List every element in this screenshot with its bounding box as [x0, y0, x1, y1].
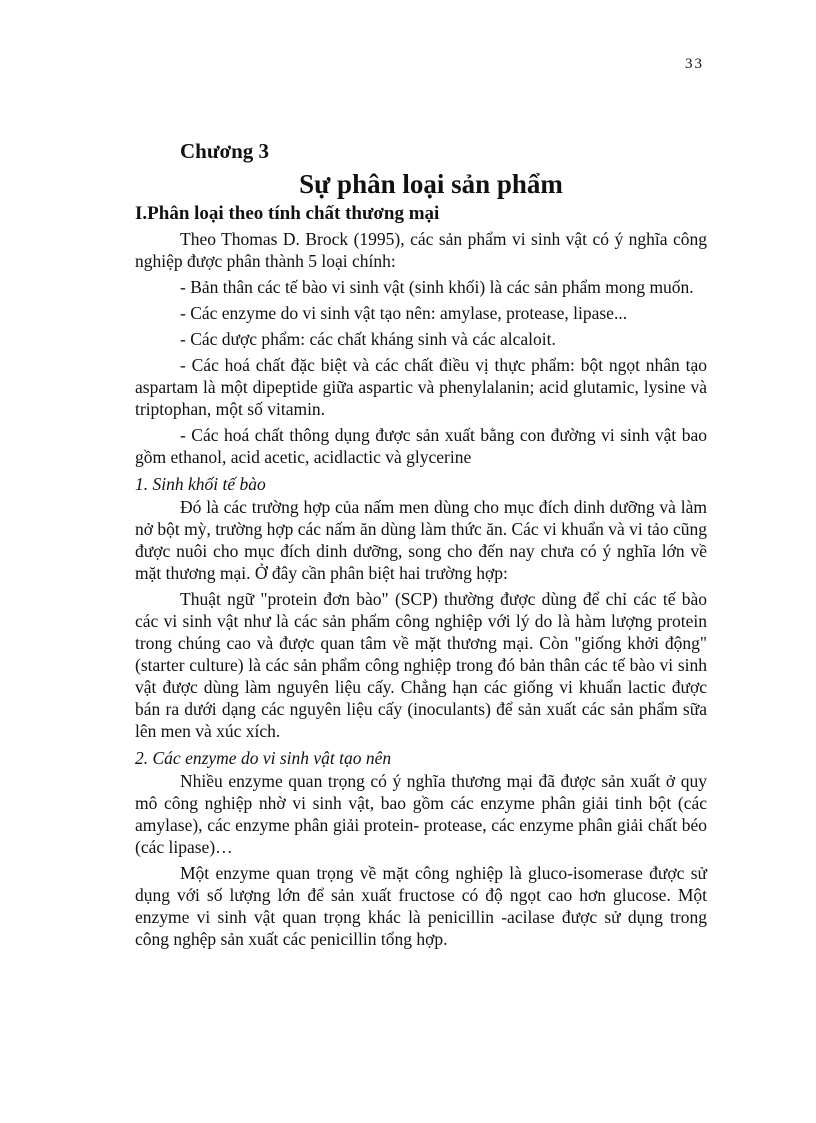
list-item: - Các hoá chất thông dụng được sản xuất bằng con đường vi sinh vật bao gồm ethanol, acid acetic, acidlactic và glycerine [135, 425, 707, 467]
body-paragraph: Một enzyme quan trọng về mặt công nghiệp là gluco-isomerase được sử dụng với số lượng lớn để sản xuất fructose có độ ngọt cao hơn glucose. Một enzyme vi sinh vật quan trọng khác là penicillin -acilase được sử dụng trong công nghệp sản xuất các penicillin tổng hợp. [135, 863, 707, 949]
subsection-heading-enzymes: 2. Các enzyme do vi sinh vật tạo nên [135, 748, 392, 768]
list-item: - Các dược phẩm: các chất kháng sinh và các alcaloit. [180, 329, 556, 349]
page-number: 33 [685, 56, 704, 72]
list-item: - Các enzyme do vi sinh vật tạo nên: amylase, protease, lipase... [180, 303, 628, 323]
section-heading: I.Phân loại theo tính chất thương mại [135, 203, 440, 224]
chapter-title: Sự phân loại sản phẩm [299, 169, 563, 199]
list-item: - Bản thân các tế bào vi sinh vật (sinh khối) là các sản phẩm mong muốn. [180, 277, 694, 297]
chapter-label: Chương 3 [180, 139, 270, 163]
body-paragraph: Thuật ngữ "protein đơn bào" (SCP) thường được dùng để chỉ các tế bào các vi sinh vật như là các sản phẩm công nghiệp với lý do là hàm lượng protein trong chúng cao và được quan tâm về mặt thương mại. Còn "giống khởi động" (starter culture) là các sản phẩm công nghiệp trong đó bản thân các tế bào vi sinh vật được dùng làm nguyên liệu cấy. Chẳng hạn các giống vi khuẩn lactic được bán ra dưới dạng các nguyên liệu cấy (inoculants) để sản xuất các sản phẩm sữa lên men và xúc xích. [135, 589, 707, 741]
subsection-heading-biomass: 1. Sinh khối tế bào [135, 474, 266, 494]
list-item: - Các hoá chất đặc biệt và các chất điều vị thực phẩm: bột ngọt nhân tạo aspartam là một dipeptide giữa aspartic và phenylalanin; acid glutamic, lysine và triptophan, một số vitamin. [135, 355, 707, 419]
body-paragraph: Đó là các trường hợp của nấm men dùng cho mục đích dinh dưỡng và làm nở bột mỳ, trường hợp các nấm ăn dùng làm thức ăn. Các vi khuẩn và vi tảo cũng được nuôi cho mục đích dinh dưỡng, song cho đến nay chưa có ý nghĩa lớn về mặt thương mại. Ở đây cần phân biệt hai trường hợp: [135, 497, 707, 583]
intro-paragraph: Theo Thomas D. Brock (1995), các sản phẩm vi sinh vật có ý nghĩa công nghiệp được phân thành 5 loại chính: [135, 229, 707, 271]
body-paragraph: Nhiều enzyme quan trọng có ý nghĩa thương mại đã được sản xuất ở quy mô công nghiệp nhờ vi sinh vật, bao gồm các enzyme phân giải tinh bột (các amylase), các enzyme phân giải protein- protease, các enzyme phân giải chất béo (các lipase)… [135, 771, 707, 857]
page-content [135, 138, 707, 954]
